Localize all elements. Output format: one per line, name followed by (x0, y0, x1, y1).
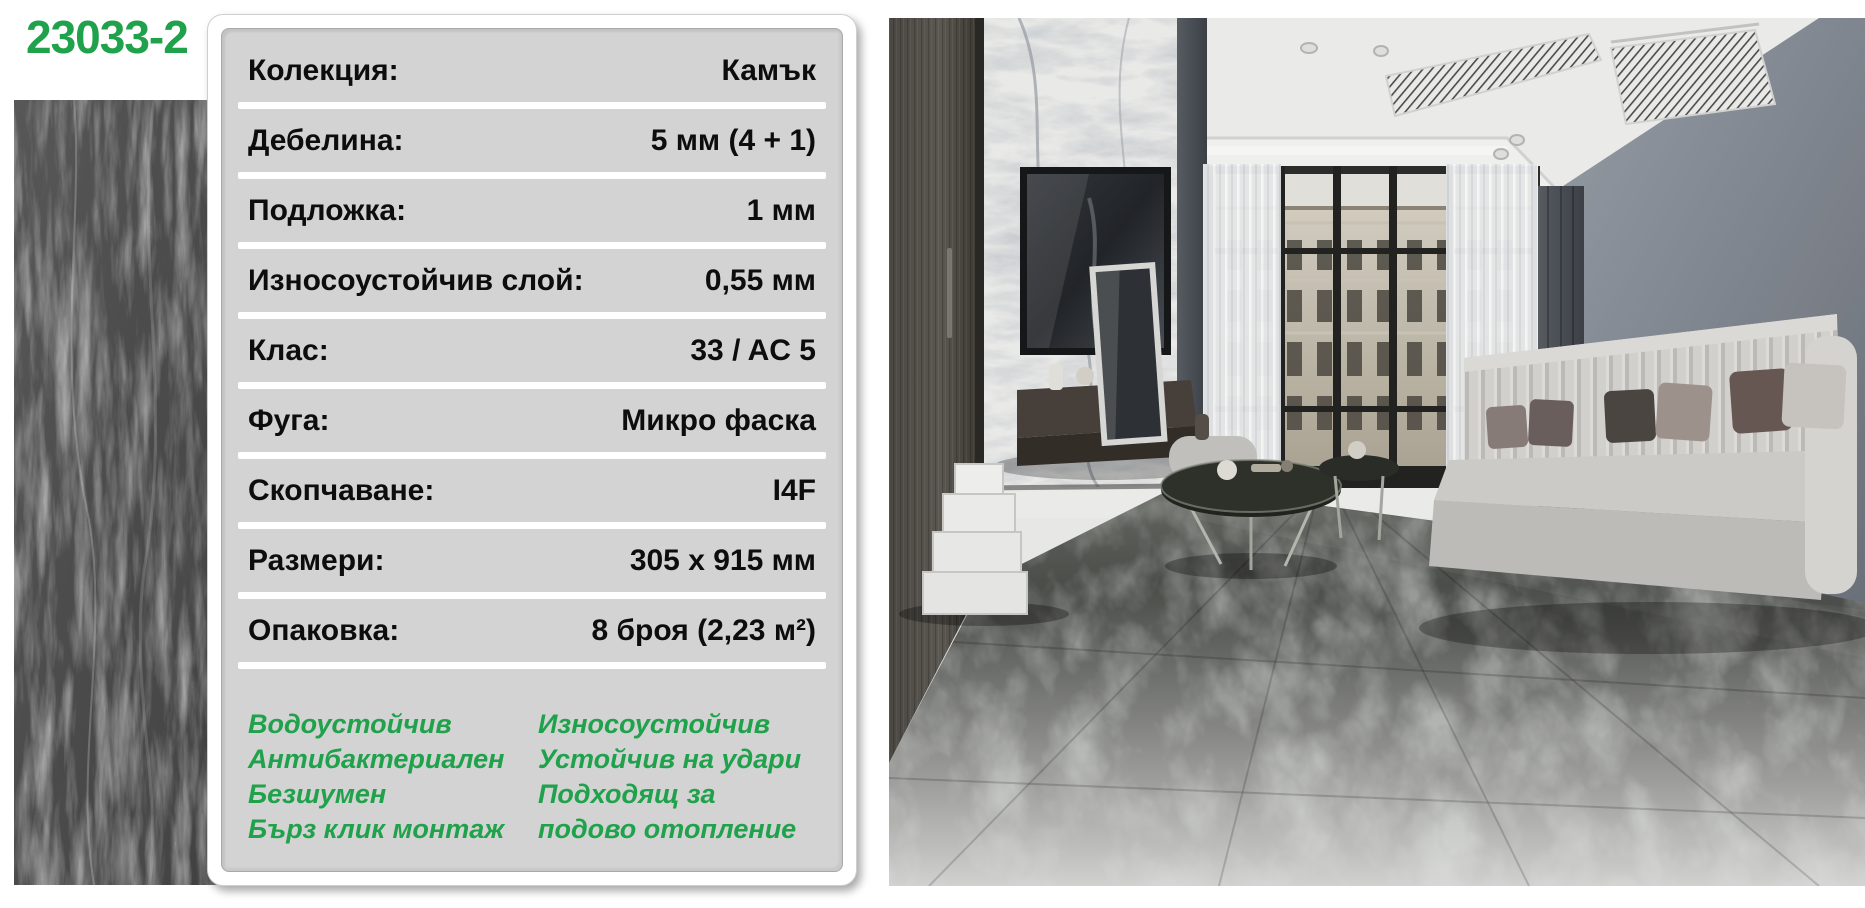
spec-value: 0,55 мм (704, 263, 816, 297)
feature-item: Бърз клик монтаж (248, 814, 505, 844)
spec-label: Фуга: (248, 403, 330, 437)
spec-card (207, 14, 857, 886)
spec-value: 305 x 915 мм (629, 543, 816, 577)
spec-label: Колекция: (248, 53, 399, 87)
spec-row-class (248, 319, 816, 382)
spec-label: Опаковка: (248, 613, 400, 647)
feature-item: Подходящ за (538, 779, 716, 809)
row-separator (238, 592, 826, 599)
spec-value: 33 / AC 5 (690, 333, 816, 367)
spec-row-dimensions (248, 529, 816, 592)
spec-label: Подложка: (248, 193, 407, 227)
row-separator (238, 312, 826, 319)
feature-list (248, 707, 816, 847)
feature-column-left (248, 707, 532, 847)
room-photo (889, 18, 1865, 886)
spec-row-underlay (248, 179, 816, 242)
row-separator (238, 452, 826, 459)
row-separator (238, 662, 826, 669)
spec-value: 5 мм (4 + 1) (650, 123, 816, 157)
plank-sample-image (14, 100, 217, 885)
row-separator (238, 172, 826, 179)
spec-value: Камък (721, 53, 816, 87)
spec-value: 1 мм (746, 193, 816, 227)
feature-item: Устойчив на удари (538, 744, 802, 774)
plank-texture (14, 100, 217, 885)
feature-item: Водоустойчив (248, 709, 452, 739)
row-separator (238, 102, 826, 109)
feature-item: Антибактериален (248, 744, 505, 774)
feature-item: подово отопление (538, 814, 797, 844)
spec-panel (221, 28, 843, 872)
spec-label: Размери: (248, 543, 385, 577)
spec-label: Износоустойчив слой: (248, 263, 584, 297)
row-separator (238, 382, 826, 389)
spec-value: 8 броя (2,23 м²) (591, 613, 816, 647)
spec-label: Клас: (248, 333, 329, 367)
spec-row-wear-layer (248, 249, 816, 312)
product-code: 23033-2 (26, 11, 188, 63)
feature-column-right (532, 707, 816, 847)
spec-value: Микро фаска (621, 403, 816, 437)
feature-item: Безшумен (248, 779, 387, 809)
spec-row-packaging (248, 599, 816, 662)
spec-label: Дебелина: (248, 123, 404, 157)
row-separator (238, 522, 826, 529)
spec-value: I4F (772, 473, 816, 507)
spec-row-bevel (248, 389, 816, 452)
photo-vignette (889, 18, 1865, 886)
spec-label: Скопчаване: (248, 473, 435, 507)
spec-row-thickness (248, 109, 816, 172)
spec-row-locking (248, 459, 816, 522)
feature-item: Износоустойчив (538, 709, 771, 739)
row-separator (238, 242, 826, 249)
spec-row-collection (248, 39, 816, 102)
